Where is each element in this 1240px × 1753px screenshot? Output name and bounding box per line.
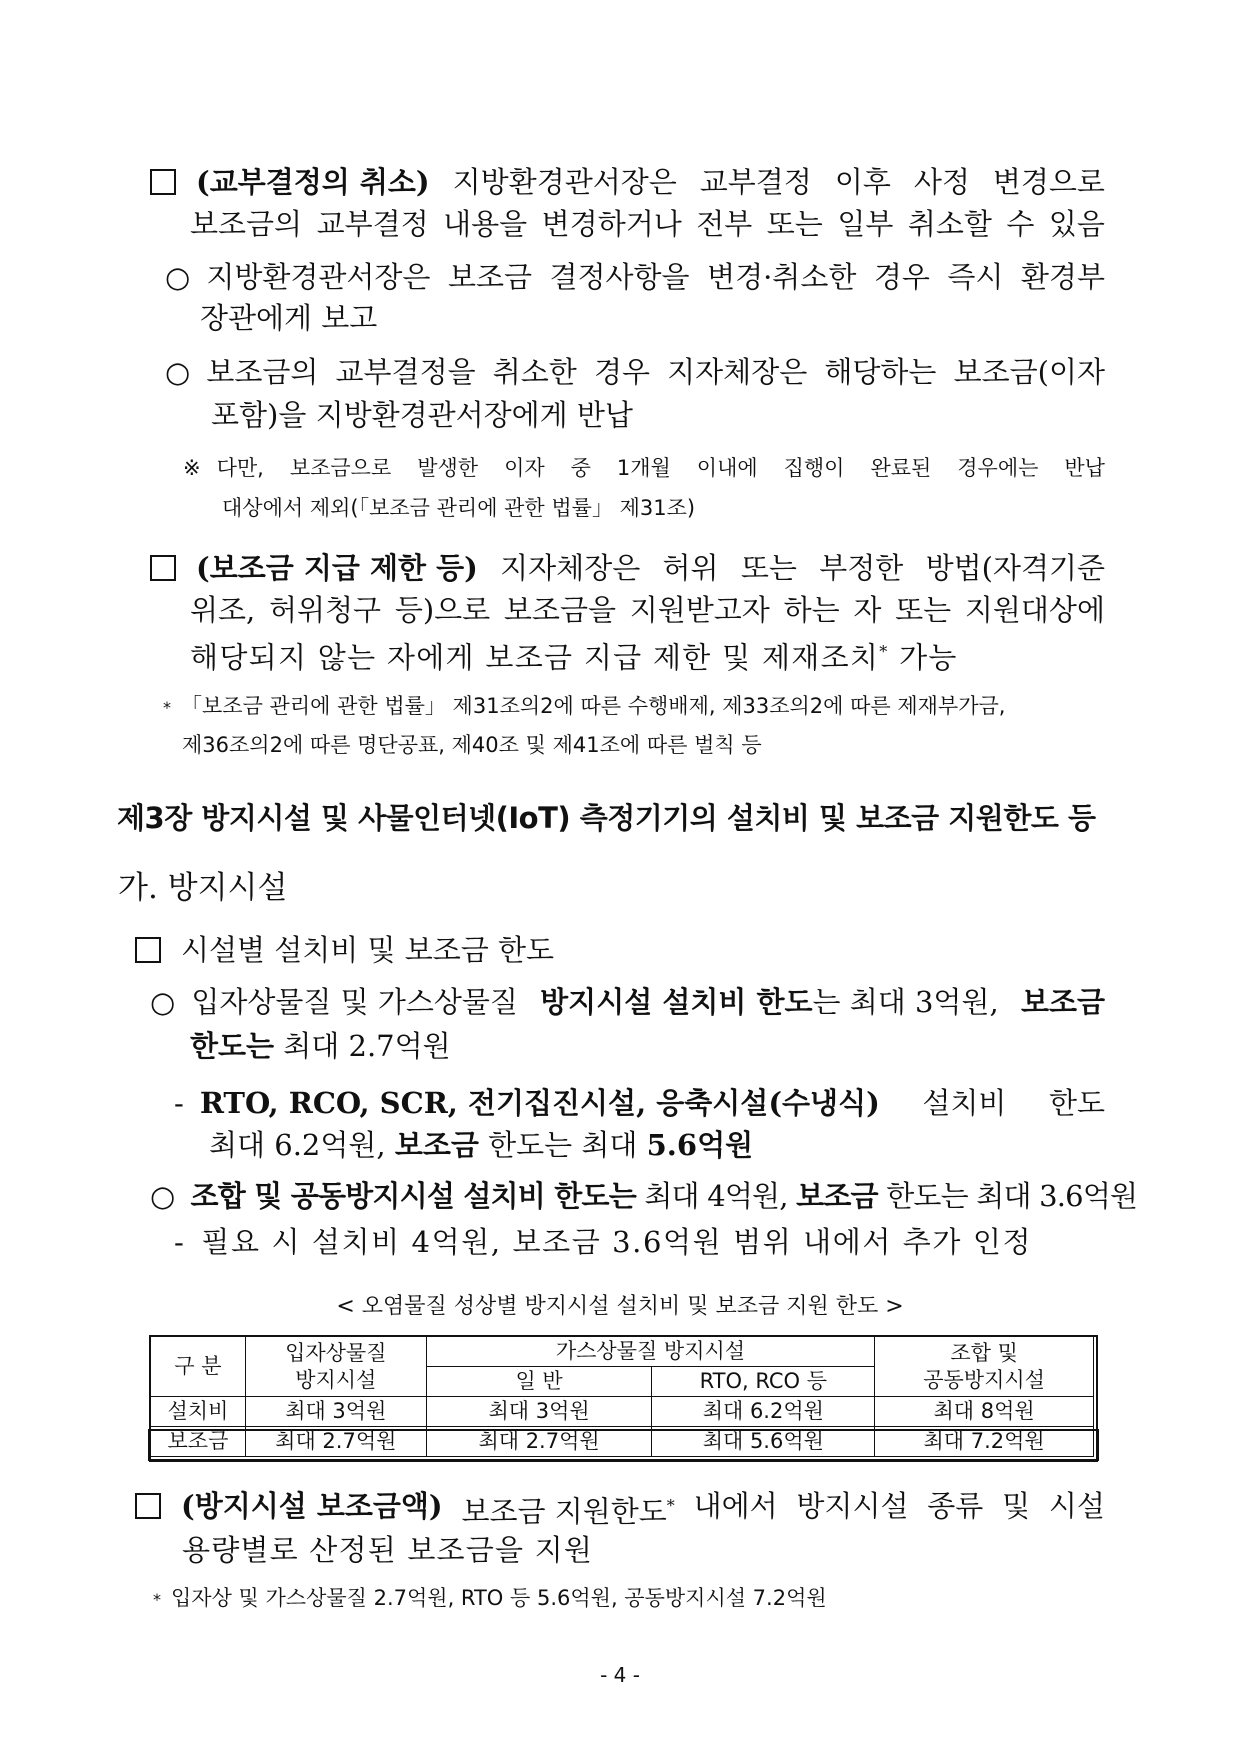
word: 지자체장은 — [500, 551, 641, 585]
word: 부정한 — [819, 551, 904, 585]
table-cell: 최대 6.2억원 — [652, 1397, 875, 1427]
chapter-title: 제3장 방지시설 및 사물인터넷(IoT) 측정기기의 설치비 및 보조금 지원한도 등 — [117, 801, 1096, 835]
word: 시설 — [1048, 1489, 1105, 1523]
word: 지방환경관서장은 — [206, 260, 431, 294]
word: 경우에는 — [957, 456, 1039, 480]
bold-text: 한도는 — [190, 1029, 275, 1063]
text: 입자상물질 — [285, 1340, 387, 1365]
checkbox-square-icon — [135, 937, 161, 963]
block3-o2-line1 — [150, 1176, 1137, 1216]
word: 이후 — [834, 165, 891, 199]
bold-text: 5.6억원 — [646, 1128, 754, 1162]
text: 공동방지시설 — [923, 1367, 1045, 1392]
word: 보조금으로 — [289, 456, 392, 480]
text: 필요 시 설치비 4억원, 보조금 3.6억원 범위 내에서 추가 인정 — [201, 1225, 1033, 1259]
header-category — [151, 1337, 246, 1397]
dash-bullet-icon: - — [174, 1225, 186, 1259]
bold-text: 보조금 — [796, 1179, 878, 1213]
word: 보조금 — [447, 260, 532, 294]
dash-bullet-icon: - — [174, 1086, 184, 1120]
asterisk-icon: * — [163, 698, 171, 717]
block1-line1 — [150, 162, 1105, 202]
word: 또는 — [766, 207, 823, 241]
word: 다만, — [216, 456, 264, 480]
word: 위조, — [190, 593, 256, 627]
word: 한도 — [1048, 1086, 1105, 1120]
block1-note-line1 — [183, 452, 1105, 484]
table-row — [151, 1427, 1094, 1457]
block3-dash1-line1 — [174, 1083, 1105, 1123]
word: 보조금의 — [190, 207, 303, 241]
table-cell: 최대 8억원 — [875, 1397, 1094, 1427]
text: 한도는 최대 — [488, 1128, 638, 1162]
word: 또는 — [895, 593, 952, 627]
word: 취소한 — [492, 355, 577, 389]
bold-text: 보조금 — [1020, 985, 1105, 1019]
header-gas-general: 일 반 — [426, 1367, 652, 1397]
block1-heading: (교부결정의 취소) — [150, 162, 430, 202]
word: 발생한 — [417, 456, 479, 480]
block1-sub1-line2: 장관에게 보고 — [200, 301, 378, 335]
block3-o1-line2 — [190, 1026, 451, 1066]
table-cell: 최대 3억원 — [426, 1397, 652, 1427]
asterisk-icon: * — [153, 1590, 161, 1609]
word: 허위청구 — [269, 593, 382, 627]
block2-line3 — [190, 632, 958, 678]
block4-line2: 용량별로 산정된 보조금을 지원 — [182, 1533, 594, 1567]
word: 또는 — [740, 551, 797, 585]
word: 결정사항을 — [549, 260, 690, 294]
text: 최대 6.2억원, — [209, 1128, 386, 1162]
block3-heading — [135, 930, 554, 970]
table-cell: 최대 2.7억원 — [426, 1427, 652, 1457]
table-row — [151, 1397, 1094, 1427]
word: 수 — [1006, 207, 1035, 241]
table-cell: 최대 5.6억원 — [652, 1427, 875, 1457]
header-particle — [245, 1337, 426, 1397]
word: 지자체장은 — [667, 355, 808, 389]
header-joint — [875, 1337, 1094, 1397]
word: 경우 — [593, 355, 650, 389]
text: 최대 4억원, — [644, 1179, 788, 1213]
table-cell: 최대 3억원 — [245, 1397, 426, 1427]
word: 사정 — [913, 165, 970, 199]
reference-mark-icon: ※ — [183, 456, 201, 480]
circle-bullet-icon: ○ — [165, 355, 191, 389]
checkbox-square-icon — [150, 555, 176, 581]
circle-bullet-icon: ○ — [150, 1179, 175, 1213]
table-cell: 최대 7.2억원 — [875, 1427, 1094, 1457]
word: 즉시 — [947, 260, 1004, 294]
word: 허위 — [662, 551, 719, 585]
checkbox-square-icon — [150, 169, 176, 195]
text: 한도는 최대 3.6억원 — [886, 1179, 1138, 1213]
circle-bullet-icon: ○ — [150, 985, 176, 1019]
word: 경우 — [873, 260, 930, 294]
section-title: 가. 방지시설 — [118, 870, 288, 906]
word: 이자 — [504, 456, 545, 480]
text: 구 분 — [174, 1354, 222, 1378]
table-cell: 보조금 — [151, 1427, 246, 1457]
bold-text: 방지시설 설치비 한도 — [540, 985, 813, 1019]
word: 변경하거나 — [541, 207, 682, 241]
block4-footnote — [153, 1582, 827, 1616]
word: 지원받고자 — [629, 593, 770, 627]
block3-dash2 — [174, 1222, 1032, 1262]
text: 「보조금 관리에 관한 법률」 제31조의2에 따른 수행배제, 제33조의2에 따른 제재부가금, — [181, 694, 1006, 718]
bold-text: 보조금 — [394, 1128, 479, 1162]
block3-o1-line1 — [150, 982, 1105, 1022]
word: 보조금의 — [206, 355, 319, 389]
text: 시설별 설치비 및 보조금 한도 — [181, 933, 555, 967]
word: 방지시설 — [796, 1489, 909, 1523]
subsidy-limit-table — [150, 1336, 1094, 1457]
word: 내에서 — [693, 1489, 778, 1523]
word: 있음 — [1048, 207, 1105, 241]
text: 입자상물질 및 가스상물질 — [191, 985, 518, 1019]
word: 집행이 — [783, 456, 845, 480]
block1-sub2-line2: 포함)을 지방환경관서장에게 반납 — [211, 398, 633, 432]
header-gas: 가스상물질 방지시설 — [426, 1337, 875, 1367]
word: 반납 — [1064, 456, 1105, 480]
word: 환경부 — [1020, 260, 1105, 294]
block4-line1 — [135, 1486, 1105, 1532]
text: 는 최대 3억원, — [812, 985, 999, 1019]
word: 교부결정 — [699, 165, 812, 199]
word: 종류 — [927, 1489, 984, 1523]
word: 등)으로 — [394, 593, 491, 627]
text: 방지시설 — [295, 1367, 377, 1392]
block2-heading: (보조금 지급 제한 등) — [150, 548, 478, 588]
header-gas-rto: RTO, RCO 등 — [652, 1367, 875, 1397]
word: 변경으로 — [992, 165, 1105, 199]
page-number: - 4 - — [600, 1663, 640, 1687]
word: 하는 — [783, 593, 840, 627]
word: 완료된 — [870, 456, 932, 480]
word: 취소할 — [907, 207, 992, 241]
word: 지원대상에 — [964, 593, 1105, 627]
table-header-row — [151, 1337, 1094, 1367]
word: 방법(자격기준 — [925, 551, 1105, 585]
block1-note-line2: 대상에서 제외(「보조금 관리에 관한 법률」 제31조) — [222, 496, 696, 520]
checkbox-square-icon — [135, 1493, 161, 1519]
table-cell: 설치비 — [151, 1397, 246, 1427]
block1-sub1-line1 — [165, 257, 1105, 297]
text: 조합 및 — [950, 1340, 1018, 1365]
word: 지방환경관서장은 — [452, 165, 677, 199]
word: 해당하는 — [824, 355, 937, 389]
footnote-mark: * — [666, 1496, 675, 1515]
word: 보조금을 — [503, 593, 616, 627]
word: 교부결정을 — [335, 355, 476, 389]
bold-text: RTO, RCO, SCR, 전기집진시설, 응축시설(수냉식) — [199, 1086, 880, 1120]
block3-dash1-line2 — [209, 1125, 753, 1165]
word: 중 — [570, 456, 591, 480]
word: 교부결정 — [316, 207, 429, 241]
text: 최대 2.7억원 — [283, 1029, 451, 1063]
block2-footnote-line2: 제36조의2에 따른 명단공표, 제40조 및 제41조에 따른 벌칙 등 — [182, 733, 762, 757]
text: 보조금 지원한도 — [461, 1494, 667, 1529]
circle-bullet-icon: ○ — [165, 260, 191, 294]
footnote-mark: * — [879, 642, 889, 661]
word: 전부 — [696, 207, 753, 241]
block1-sub2-line1 — [165, 352, 1105, 392]
text: 가능 — [899, 640, 958, 675]
word: 변경·취소한 — [707, 260, 857, 294]
block4-heading: (방지시설 보조금액) — [135, 1486, 443, 1532]
table-cell: 최대 2.7억원 — [245, 1427, 426, 1457]
word: 및 — [1002, 1489, 1031, 1523]
block2-footnote-line1 — [163, 690, 1005, 724]
table-caption: < 오염물질 성상별 방지시설 설치비 및 보조금 지원 한도 > — [336, 1294, 904, 1319]
word: 이내에 — [696, 456, 758, 480]
bold-text: 조합 및 공동방지시설 설치비 한도는 — [190, 1179, 636, 1213]
block2-line1 — [150, 548, 1105, 588]
word: 1개월 — [616, 456, 671, 480]
word: 보조금(이자 — [953, 355, 1105, 389]
text: 해당되지 않는 자에게 보조금 지급 제한 및 제재조치 — [190, 640, 880, 675]
block1-line2 — [190, 204, 1105, 244]
block2-line2 — [190, 590, 1105, 630]
text: 입자상 및 가스상물질 2.7억원, RTO 등 5.6억원, 공동방지시설 7.2억원 — [171, 1586, 827, 1610]
word: 일부 — [837, 207, 894, 241]
word: 설치비 — [922, 1086, 1007, 1120]
word: 내용을 — [443, 207, 528, 241]
word: 자 — [853, 593, 882, 627]
